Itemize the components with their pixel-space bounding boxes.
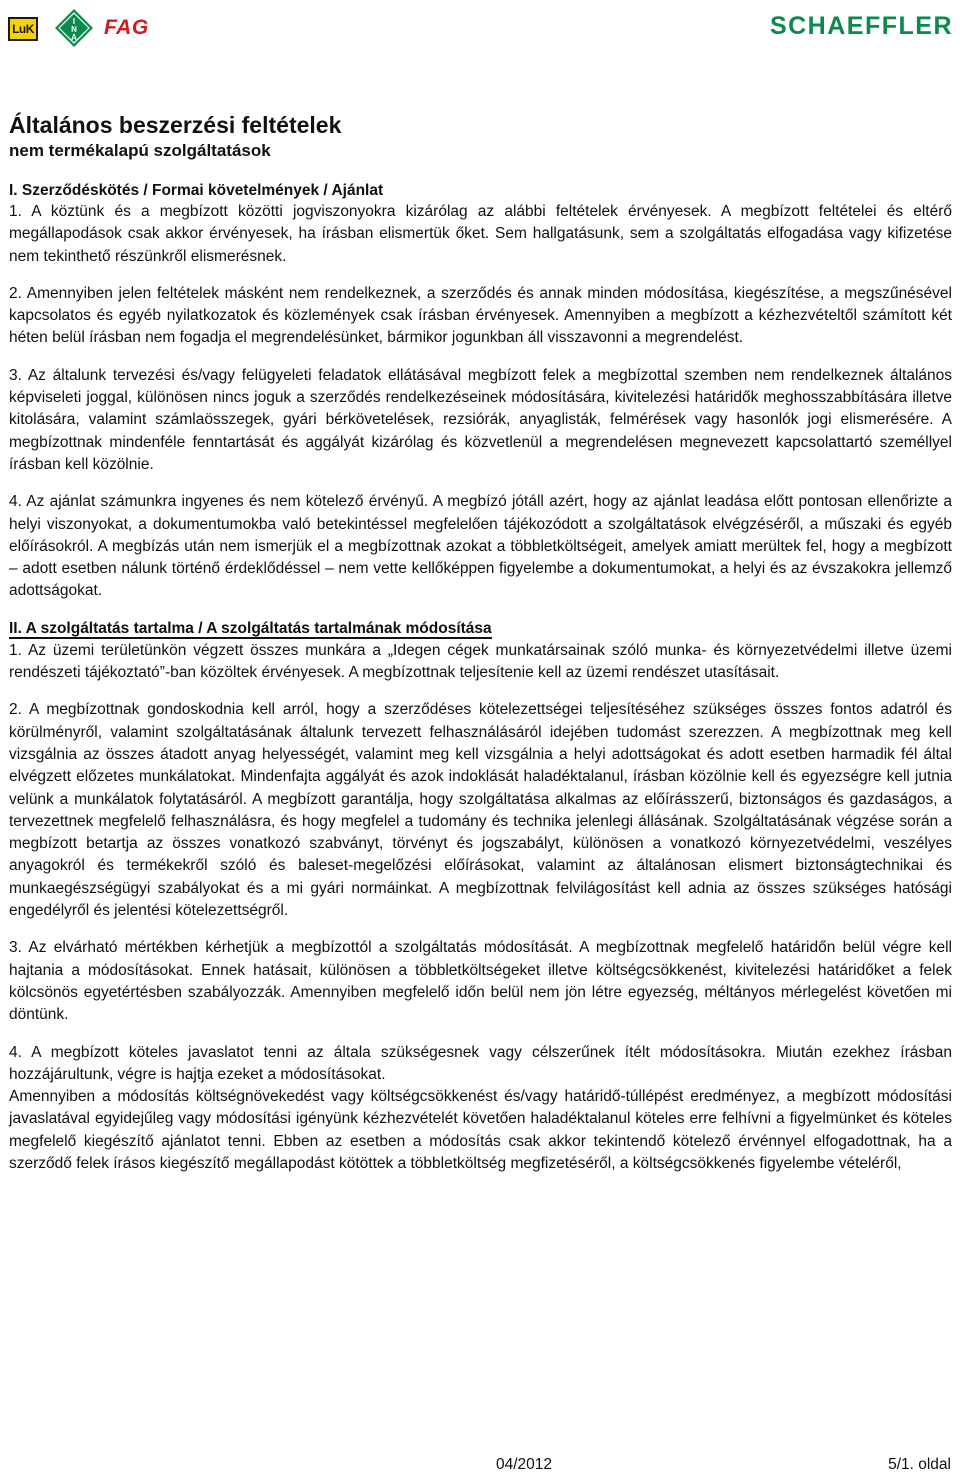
document-title: Általános beszerzési feltételek <box>9 112 342 138</box>
section-2-heading-text: II. A szolgáltatás tartalma / A szolgáltatás tartalmának módosítása <box>9 619 492 637</box>
fag-logo: FAG <box>104 16 149 39</box>
section-1-paragraph-2: 2. Amennyiben jelen feltételek másként nem rendelkeznek, a szerződés és annak minden módosítása, kiegészítése, a megszűnésével kapcsolatos és egyéb nyilatkozatok és közlemények csak írásban érvényesek. Amennyiben a megbízott a kézhezvételtől számított két héten belül írásban nem fogadja el megrendelésünket, bármikor jogunkban áll visszavonni a megrendelést. <box>9 284 952 347</box>
section-1-heading: I. Szerződéskötés / Formai követelmények / Ajánlat <box>9 182 384 199</box>
section-2-paragraph-3: 3. Az elvárható mértékben kérhetjük a megbízottól a szolgáltatás módosítását. A megbízottnak megfelelő határidőn belül végre kell hajtania a módosításokat. Ennek hatásait, különösen a többletköltségeket illetve költségcsökkenést, kivitelezési határidőket a felek kölcsönös egyetértésben szabályozzák. Amennyiben megfelelő időn belül nem jön létre egyezség, méltányos mérlegelést követően mi döntünk. <box>9 939 952 1024</box>
ina-logo <box>54 8 94 48</box>
document-body <box>9 110 952 1175</box>
section-2-paragraph-2: 2. A megbízottnak gondoskodnia kell arról, hogy a szerződéses kötelezettségei teljesítéséhez szükséges összes fontos adatról és körülményről, valamint szolgáltatásának általunk tervezett felhasználásáról idejében tudomást szerezzen. A megbízottnak meg kell vizsgálnia az összes átadott anyag helyességét, valamint meg kell vizsgálnia a helyi adottságokat és adott esetben harmadik fél által elvégzett előzetes munkálatokat. Mindenfajta aggályát és azok indoklását haladéktalanul, írásban közölnie kell és egyezségre kell jutnia velünk a munkálatok folytatásáról. A megbízott garantálja, hogy szolgáltatása alkalmas az előírásszerű, biztonságos és gazdaságos, a tervezettnek megfelelő felhasználásra, és hogy megfelel a tudomány és technika jelenlegi állásának. Szolgáltatásának végzése során a megbízott betartja az összes vonatkozó szabványt, törvényt és jogszabályt, különösen a vonatkozó környezetvédelmi, veszélyes anyagokról és termékekről szóló és baleset-megelőzési előírásokat, valamint az általánosan elismert biztonságtechnikai és munkaegészségügyi szabályokat és a mi gyári normáinkat. A megbízottnak felvilágosítást kell adnia az összes szükséges hatósági engedélyről és jelentési kötelezettségről. <box>9 701 952 920</box>
luk-logo: LuK <box>8 17 38 41</box>
section-2-paragraph-5: Amennyiben a módosítás költségnövekedést vagy költségcsökkenést és/vagy határidő-túllépést eredményez, a megbízott módosítási javaslatával egyidejűleg vagy módosítási igényünk kézhezvételét követően haladéktalanul köteles erre felhívni a figyelmünket és köteles megfelelő kiegészítő ajánlatot tenni. Ebben az esetben a módosítás csak akkor tekintendő kötelező érvénnyel elfogadottnak, ha a szerződő felek írásos kiegészítő megállapodást kötöttek a többletköltség megfizetéséről, a költségcsökkenés figyelembe vételéről, <box>9 1088 952 1172</box>
section-2-paragraph-4: 4. A megbízott köteles javaslatot tenni az általa szükségesnek vagy célszerűnek ítélt módosításokra. Miután ezekhez írásban hozzájárultunk, végre is hajtja ezeket a módosításokat. <box>9 1043 952 1083</box>
svg-text:A: A <box>71 33 77 42</box>
footer-date: 04/2012 <box>496 1456 553 1473</box>
section-1-paragraph-3: 3. Az általunk tervezési és/vagy felügyeleti feladatok ellátásával megbízott felek a megbízottal szemben nem rendelkeznek általános képviseleti joggal, különösen nincs joguk a szerződés rendelkezéseinek módosítására, kivitelezési határidők meghosszabbítására illetve kitolására, valamint számlaösszegek, gyári bérkövetelések, rezsiórák, anyaglisták, felmérések vagy hasonlók jogi elismerésére. A megbízottnak mindenféle fenntartását és aggályát kizárólag és közvetlenül a megrendelésen megnevezett kapcsolattartó személlyel írásban kell közölnie. <box>9 366 952 473</box>
svg-text:I: I <box>72 17 76 26</box>
section-1-paragraph-4: 4. Az ajánlat számunkra ingyenes és nem kötelező érvényű. A megbízó jótáll azért, hogy az ajánlat leadása előtt pontosan ellenőrizte a helyi viszonyokat, a dokumentumokba való betekintéssel megfelelően tájékozódott a szolgáltatások elvégzéséről, a műszaki és egyéb előírásokról. A megbízás után nem ismerjük el a megbízottnak azokat a többletköltségeit, amelyek amiatt merültek fel, hogy a megbízott – adott esetben nálunk történő érdeklődéssel – nem vette kellőképpen figyelembe a dokumentumokat, a helyi és az évszakokra jellemző adottságokat. <box>9 493 952 600</box>
document-subtitle: nem termékalapú szolgáltatások <box>9 141 271 160</box>
schaeffler-logo: SCHAEFFLER <box>769 12 953 40</box>
section-2-heading <box>9 618 952 640</box>
footer-page-number: 5/1. oldal <box>888 1456 951 1473</box>
section-2-paragraph-1: 1. Az üzemi területünkön végzett összes munkára a „Idegen cégek munkatársainak szóló munka- és környezetvédelmi illetve üzemi rendészeti tájékoztató”-ban közöltek érvényesek. A megbízottnak teljesítenie kell az üzemi rendészet utasításait. <box>9 641 952 682</box>
section-1-paragraph-1: 1. A köztünk és a megbízott közötti jogviszonyokra kizárólag az alábbi feltételek érvényesek. A megbízott feltételei és eltérő megállapodások csak akkor érvényesek, ha írásban elismertük őket. Sem hallgatásunk, sem a szolgáltatás elfogadása vagy kifizetése nem tekinthető részünkről elismerésnek. <box>9 203 952 265</box>
svg-text:N: N <box>71 25 77 34</box>
